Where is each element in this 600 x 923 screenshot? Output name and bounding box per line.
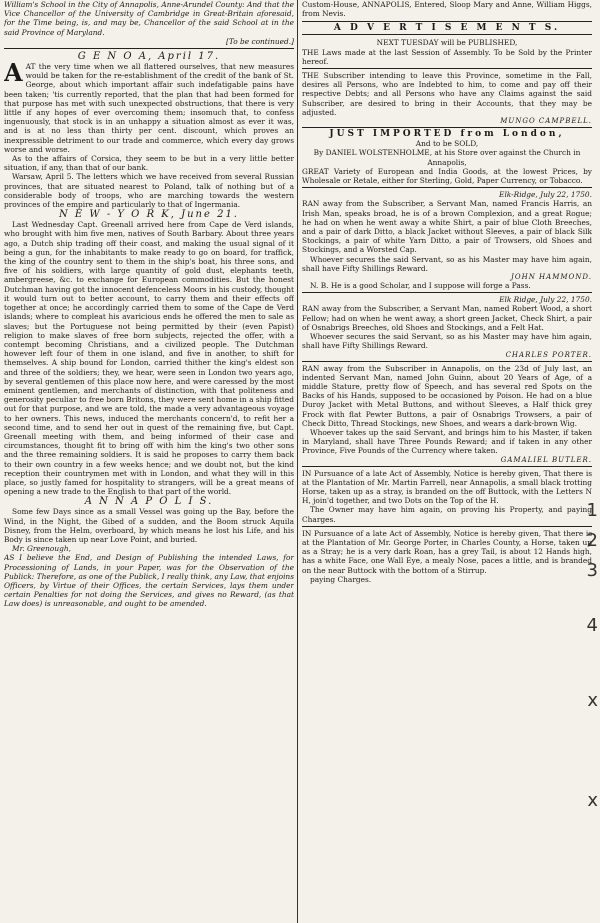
warsaw-paragraph: Warsaw, April 5. The letters which we have received from several Russian provinces, that are situated nearest to Poland, talk of nothing but of a considerable body of troops, who are marching towards the western provinces of the empire and particularly to that of Ingermania. — [4, 172, 294, 210]
school-act-text: William's School in the City of Annapolis, Anne-Arundel County: And that the Vice Chancellor of the University of Cambridge in Great-Britain aforesaid, for the Time being, is, and may be, Chancellor of the said School at in the said Province of Maryland. — [4, 0, 294, 37]
newyork-paragraph: Last Wednesday Capt. Greenall arrived here from Cape de Verd islands, who brought with him five men, natives of South Barbary. About three years ago, a Dutch ship trading off their coast, and making the usual signal of it being a gun, for the inhabitants to make ready to go on board, for traffick, the king of the country sent to them in the ship's boat, his three sons, and five of his soldiers, with large quantity of gold dust, elephants teeth, ambergreese, &c. to exchange for European commodities. But the honest Dutchman having got the innocent defenceless Moors in his custody, thought it would turn out to better account, to carry them and their effects off together at once; he accordingly carried them to some of the Cape de Verd islands; where to compleat his avaricious ends he offered the men to sale as slaves; but the Portuguese not being permitted by their (even Papist) religion to make slaves of free born subjects, rejected the offer, with a contempt becoming Christians, and a civilized people. The Dutchman however left four of them in one island, and five in another, to shift for themselves. A ship bound for London, carried thither the king's eldest son and three of the soldiers; they, we hear, were seen in London two years ago, by several gentlemen of this place now here, and were caressed by the most eminent gentlemen, and merchants of distinction, with that politeness and generosity peculiar to free born Britons, they were sent home in a ship fitted out for that purpose, and we are told, the made a very advantageous voyage to her owners. This news, induced the merchants concern'd, to refit her a second time, and to send her out in quest of the remaining five, but Capt. Greenall meeting with them, and being informed of their case and circumstances, thought fit to bring off with him the king's two other sons and the three remaining soldiers. It is said he proposes to carry them back to their own country in a few weeks hence; and we doubt not, but the kind reception their countrymen met with in London, and what they will in this place, so justly famed for hospitality to strangers, will be a great means of opening a new trade to the English to that part of the world. — [4, 220, 294, 497]
column-rule — [297, 0, 298, 923]
divider — [302, 187, 592, 188]
custom-house-notice: Custom-House, ANNAPOLIS, Entered, Sloop Mary and Anne, William Higgs, from Nevis. — [302, 0, 592, 19]
letter-paragraph: AS I believe the End, and Design of Publishing the intended Laws, for Processioning of Lands, in your Paper, was for the Observation of the Publick: Therefore, as one of the Publick, I really think, any Law, that enjoins Officers, by Virtue of their Offices, the certain Services, lays them under certain Penalties for not doing the Services, and gives no Reward, (as that Law does) is unreasonable, and ought to be amended. — [4, 553, 294, 609]
margin-mark-x2: x — [587, 790, 598, 811]
margin-mark-3: 3 — [586, 560, 598, 581]
butler-reward: Whoever takes up the said Servant, and brings him to his Master, if taken in Maryland, shall have Three Pounds Reward; and if taken in any other Province, Five Pounds of the Currency where taken. — [302, 427, 592, 456]
annapolis-paragraph: Some few Days since as a small Vessel was going up the Bay, before the Wind, in the Night, the Gibed of a sudden, and the Boom struck Aquila Disney, from the Helm, overboard, by which means he lost his Life, and his Body is since taken up near Love Point, and buried. — [4, 507, 294, 544]
genoa-paragraph-2: As to the affairs of Corsica, they seem to be but in a very little better situation, if any, than that of our bank. — [4, 154, 294, 173]
elk2-notice: RAN away from the Subscriber, a Servant Man, named Robert Wood, a short Fellow; had on when he went away, a short green Jacket, Check Shirt, a pair of Osnabrigs Breeches, old Shoes and Stockings, and a Felt Hat. — [302, 304, 592, 332]
divider — [302, 127, 592, 128]
stray-horse-notice-1: IN Pursuance of a late Act of Assembly, Notice is hereby given, That there is at the Plantation of Mr. Martin Farrell, near Annapolis, a small black trotting Horse, taken up as a stray, is branded on the off Buttock, with the Letters N H, join'd together, and two Dots on the Top of the H. — [302, 468, 592, 506]
drop-cap: A — [4, 58, 23, 88]
newyork-dateline: N E W - Y O R K, June 21. — [58, 209, 239, 221]
campbell-signature: MUNGO CAMPBELL. — [500, 117, 592, 126]
genoa-dateline: G E N O A, April 17. — [77, 51, 221, 63]
continued-note: [To be continued.] — [225, 36, 294, 46]
laws-notice: THE Laws made at the last Session of Assembly. To be Sold by the Printer hereof. — [302, 47, 592, 66]
margin-mark-x1: x — [587, 690, 598, 711]
imported-subheading: And to be SOLD, — [415, 139, 479, 149]
ads-heading: A D V E R T I S E M E N T S. — [333, 23, 561, 34]
genoa-text: AT the very time when we all flattered ourselves, that new measures would be taken for the re-establishment of the credit of the bank of St. George, about which important affair such indefatigable pains have been taken; 'tis currently reported, that the plan that had been formed for that purpose has met with such unexpected obstructions, that there is very little if any hopes of ever overcoming them; insomuch that, to confess ingenuously, that stock is in an unhappy a situation almost as ever it was, and is at no less than thirty per cent. discount, which proves an inexpressible detriment to our trade and commerce, which every day grows worse and worse. — [4, 62, 294, 154]
genoa-paragraph-1 — [4, 58, 294, 154]
divider — [302, 292, 592, 293]
letter-salutation: Mr. Greenough, — [12, 544, 71, 554]
butler-notice: RAN away from the Subscriber in Annapolis, on the 23d of July last, an indented Servant Man, named John Guinn, about 20 Years of Age, of a middle Stature, pretty flow of Speech, and has several red Spots on the Backs of his Hands, supposed to be occasioned by Poison. He had on a blue Duroy Jacket with Metal Buttons, and without Sleeves, a Half thick grey Frock with flat Pewter Buttons, a pair of Osnabrigs Trowsers, a pair of Check Ditto, Thread Stockings, new Shoes, and wears a dark-brown Wig. — [302, 363, 592, 428]
elk2-date: Elk Ridge, July 22, 1750. — [499, 295, 592, 305]
divider — [4, 48, 294, 49]
stray-horse-notice-2: IN Pursuance of a late Act of Assembly, Notice is hereby given, That there is at the Plantation of Mr. George Porter, in Charles County, a Horse, taken up as a Stray; he is a very dark Roan, has a grey Tail, is about 12 Hands high, has a white Face, one Wall Eye, a mealy Nose, paces a little, and is branded on the near Buttock with the bottom of a Stirrup. — [302, 528, 592, 575]
elk1-nb: N. B. He is a good Scholar, and I suppose will forge a Pass. — [310, 281, 531, 291]
butler-signature: GAMALIEL BUTLER. — [500, 455, 592, 464]
margin-mark-2: 2 — [586, 530, 598, 551]
stray-horse-owner-2: paying Charges. — [310, 574, 372, 584]
elk1-date: Elk-Ridge, July 22, 1750. — [499, 190, 592, 200]
right-column — [302, 0, 592, 923]
elk1-reward: Whoever secures the said Servant, so as his Master may have him again, shall have Fifty Shillings Reward. — [302, 254, 592, 273]
elk1-signature: JOHN HAMMOND. — [511, 273, 592, 282]
ads-heading-box — [302, 21, 592, 35]
divider — [302, 68, 592, 69]
elk2-reward: Whoever secures the said Servant, so as his Master may have him again, shall have Fifty Shillings Reward. — [302, 332, 592, 351]
divider — [302, 526, 592, 527]
elk1-notice: RAN away from the Subscriber, a Servant Man, named Francis Harris, an Irish Man, speaks broad, he is of a brown Complexion, and a great Rogue; he had on when he went away a white Shirt, a pair of blue Cloth Breeches, and a pair of dark Ditto, a black Jacket without Sleeves, a pair of black Silk Stockings, a pair of white Yarn Ditto, a pair of Trowsers, old Shoes and Stockings, and a Worsted Cap. — [302, 199, 592, 255]
margin-mark-4: 4 — [586, 615, 598, 636]
left-column — [4, 0, 294, 923]
stray-horse-owner-1: The Owner may have him again, on proving his Property, and paying Charges. — [302, 505, 592, 524]
divider — [302, 466, 592, 467]
divider — [302, 361, 592, 362]
campbell-notice: THE Subscriber intending to leave this Province, sometime in the Fall, desires all Persons, who are Indebted to him, to come and pay off their respective Debts; and all Persons who have any Claims against the said Subscriber, are desired to bring in their Accounts, that they may be adjusted. — [302, 71, 592, 117]
margin-mark-1: 1 — [586, 500, 598, 521]
imported-by: By DANIEL WOLSTENHOLME, at his Store over against the Church in Annapolis, — [313, 148, 581, 167]
elk2-signature: CHARLES PORTER. — [505, 350, 592, 359]
next-tuesday: NEXT TUESDAY will be PUBLISHED, — [376, 38, 518, 48]
imported-heading: JUST IMPORTED from London, — [329, 129, 565, 140]
annapolis-dateline: A N N A P O L I S. — [84, 496, 214, 508]
imported-goods: GREAT Variety of European and India Goods, at the lowest Prices, by Wholesale or Retale, either for Sterling, Gold, Paper Currency, or Tobacco. — [302, 166, 592, 186]
